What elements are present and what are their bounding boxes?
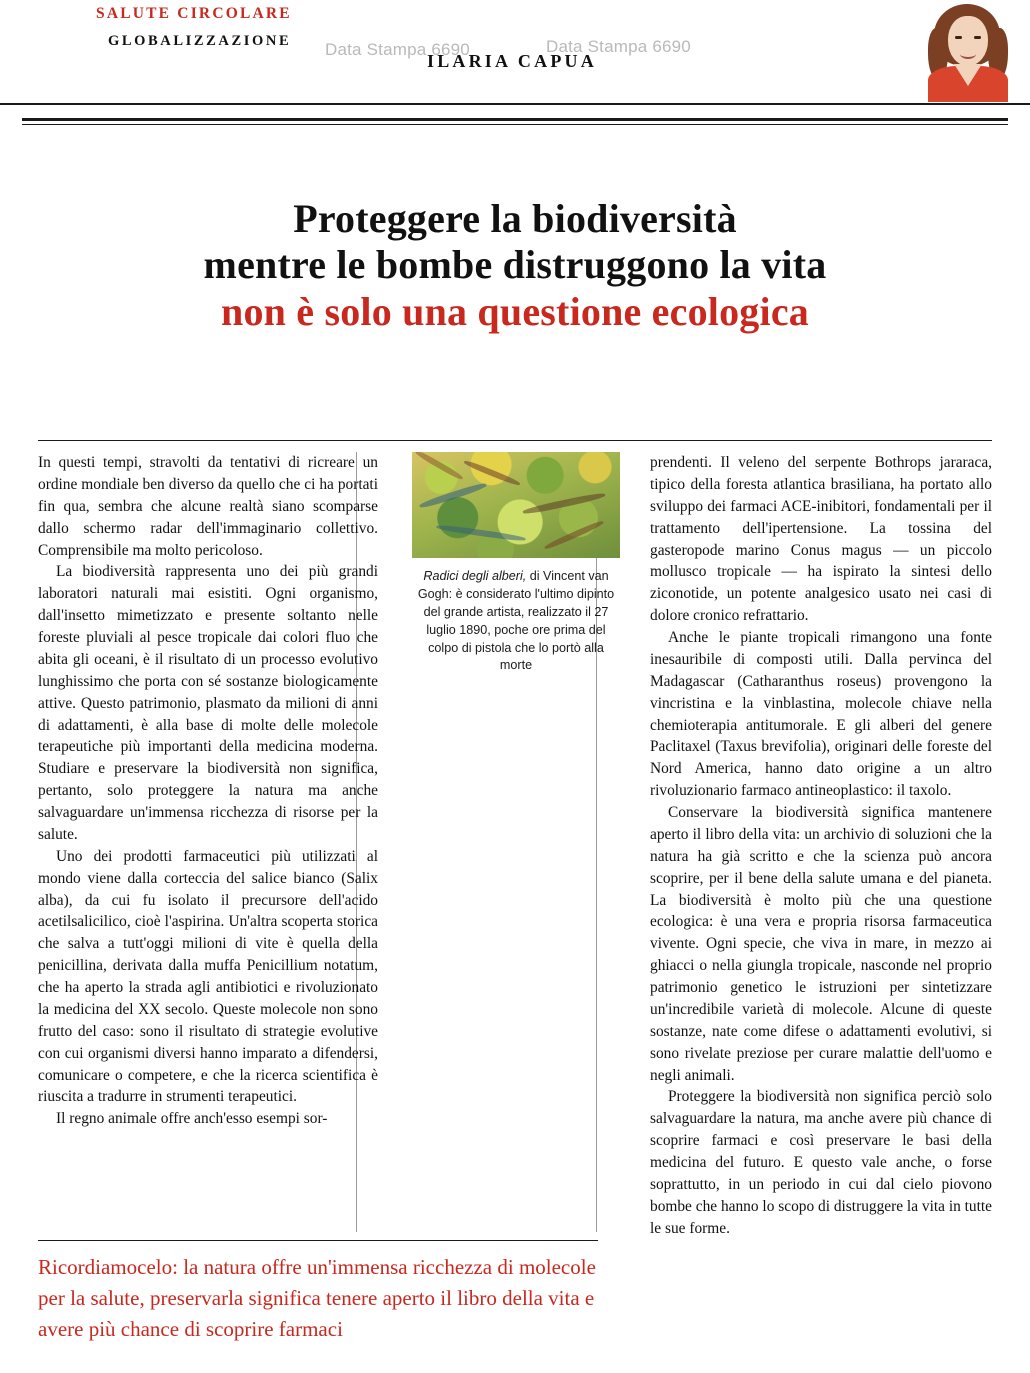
headline-line-3: non è solo una questione ecologica (221, 288, 809, 334)
watermark-right: Data Stampa 6690 (546, 37, 691, 56)
section-subkicker: GLOBALIZZAZIONE (108, 33, 292, 49)
page-title (40, 196, 990, 335)
figure-caption (412, 568, 620, 675)
masthead-divider (22, 118, 1008, 121)
figure-caption-text: di Vincent van Gogh: è considerato l'ultimo dipinto del grande artista, realizzato il 27 luglio 1890, poche ore prima del colpo di pistola che lo portò alla morte (417, 569, 615, 673)
headline-line-1: Proteggere la biodiversità (293, 196, 737, 241)
paragraph: Uno dei prodotti farmaceutici più utilizzati al mondo viene dalla corteccia del salice bianco (Salix alba), da cui fu isolato il precursore dell'acido acetilsalicilico, cioè l'aspirina. Un'altra scoperta storica che salva a tutt'oggi milioni di vite è quella della penicillina, derivata dalla muffa Penicillium notatum, che ha aperto la strada agli antibiotici e rivoluzionato la medicina del XX secolo. Queste molecole non sono frutto del caso: sono il risultato di strategie evolutive con cui organismi diversi hanno imparato a difendersi, comunicare o competere, e che la ricerca scientifica è riuscita a tradurre in strumenti terapeutici. (38, 847, 378, 1106)
pullquote-rule (38, 1240, 598, 1241)
paragraph: Proteggere la biodiversità non significa perciò solo salvaguardare la natura, ma anche avere più chance di scoprire farmaci e così preservare le basi della medicina del futuro. E questo vale anche, o forse soprattutto, in un periodo in cui dal cielo piovono bombe che hanno lo scopo di distruggere la vita in tutte le sue forme. (650, 1088, 992, 1237)
headline-line-2: mentre le bombe distruggono la vita (203, 242, 827, 288)
figure-caption-title: Radici degli alberi, (423, 569, 527, 583)
paragraph: In questi tempi, stravolti da tentativi di ricreare un ordine mondiale ben diverso da quello che ci ha portati fin qua, sembra che alcune realtà siano scomparse dallo schermo radar dell'immaginario collettivo. Comprensibile ma molto pericoloso. (38, 454, 378, 559)
paragraph: prendenti. Il veleno del serpente Bothrops jararaca, tipico della foresta atlantica brasiliana, ha portato allo sviluppo dei farmaci ACE-inibitori, fondamentali per il trattamento dell'ipertensione. La tossina del gasteropode marino Conus magus — un piccolo mollusco tropicale — ha ispirato la sintesi dello ziconotide, un potente analgesico usato nei casi di dolore cronico refrattario. (650, 454, 992, 625)
painting-brushstroke (419, 481, 488, 509)
article-columns (38, 452, 992, 1237)
painting-brushstroke (414, 452, 464, 481)
paragraph: Anche le piante tropicali rimangono una fonte inesauribile di composti utili. Dalla pervinca del Madagascar (Catharanthus roseus) provengono la vincristina e la vinblastina, molecole chiave nella chemioterapia antitumorale. E gli alberi del genere Paclitaxel (Taxus brevifolia), originari delle foreste del Nord America, hanno dato origine a un altro rivoluzionario farmaco antineoplastico: il taxolo. (650, 629, 992, 800)
figure-column (412, 452, 620, 675)
painting-brushstroke (544, 519, 605, 551)
painting-brushstroke (522, 491, 606, 515)
painting-image (412, 452, 620, 558)
portrait-smile (960, 49, 976, 59)
paragraph: La biodiversità rappresenta uno dei più grandi laboratori naturali mai esistiti. Ogni organismo, dall'insetto mimetizzato e presente soltanto nelle foreste pluviali al pesce tropicale dai colori fluo che abita gli oceani, è il risultato di un processo evolutivo lunghissimo che porta con sé sostanze biologicamente attive. Questo patrimonio, plasmato da milioni di anni di adattamenti, è alla base di molte delle molecole terapeutiche più importanti della medicina moderna. Studiare e preservare la biodiversità non significa, pertanto, solo proteggere la natura ma anche salvaguardare un'immensa ricchezza di risorse per la salute. (38, 563, 378, 843)
watermark-left: Data Stampa 6690 (325, 40, 470, 59)
paragraph: Conservare la biodiversità significa mantenere aperto il libro della vita: un archivio di soluzioni che la natura ha già scritto e che la scienza può ancora scoprire, per il bene della salute umana e del pianeta. La biodiversità è molto più che una questione ecologica: è una vera e propria risorsa farmaceutica vivente. Ogni specie, che viva in mare, in mezzo ai ghiacci o nella giungla tropicale, nasconde nel proprio patrimonio genetico le istruzioni per sintetizzare un'incredibile varietà di molecole. Alcune di queste sostanze, nate come difese o adattamenti evolutivi, si sono rivelate preziose per curare malattie dell'uomo e negli animali. (650, 804, 992, 1084)
portrait-eye-right (974, 36, 981, 39)
painting-brushstroke (436, 524, 526, 542)
section-kicker: SALUTE CIRCOLARE (96, 5, 292, 22)
article-column-right (650, 452, 992, 1240)
pullquote: Ricordiamocelo: la natura offre un'immensa ricchezza di molecole per la salute, preservarla significa tenere aperto il libro della vita e avere più chance di scoprire farmaci (38, 1255, 596, 1342)
author-byline: ILARIA CAPUA (427, 51, 597, 71)
masthead (0, 0, 1030, 105)
painting-brushstroke (463, 459, 521, 487)
paragraph: Il regno animale offre anch'esso esempi sor- (56, 1110, 328, 1128)
portrait-eye-left (955, 36, 962, 39)
author-portrait-icon (924, 2, 1012, 102)
body-top-rule (38, 440, 992, 441)
article-column-left (38, 452, 378, 1130)
